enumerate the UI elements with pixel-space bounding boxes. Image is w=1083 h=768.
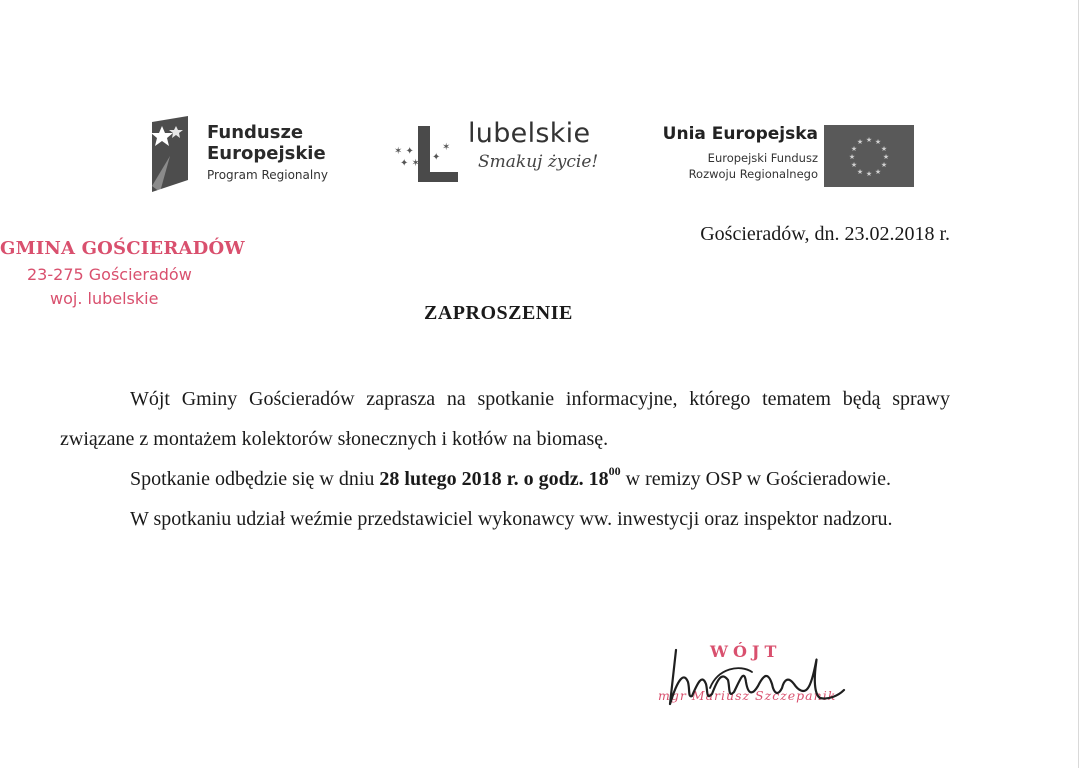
p2-before: Spotkanie odbędzie się w dniu xyxy=(130,468,380,490)
svg-text:★: ★ xyxy=(865,170,873,178)
fe-flag-icon xyxy=(146,116,190,192)
ue-wordmark xyxy=(663,124,818,182)
ue-title: Unia Europejska xyxy=(662,124,818,144)
letter-heading: ZAPROSZENIE xyxy=(424,302,573,324)
svg-text:★: ★ xyxy=(856,138,864,146)
stamp-municipality: GMINA GOŚCIERADÓW xyxy=(0,238,245,259)
meeting-datetime xyxy=(379,464,621,490)
svg-text:★: ★ xyxy=(856,168,864,176)
paragraph-2 xyxy=(60,459,950,499)
svg-text:✶ ✦: ✶ ✦ xyxy=(394,146,414,157)
fe-line2: Europejskie xyxy=(207,143,326,164)
svg-text:★: ★ xyxy=(880,161,888,169)
eu-flag-icon xyxy=(824,125,914,187)
svg-text:★: ★ xyxy=(874,168,882,176)
lubelskie-l-icon xyxy=(392,120,464,190)
stamp-postcode: 23-275 Gościeradów xyxy=(27,265,192,284)
letter-body xyxy=(60,379,950,539)
paragraph-1: Wójt Gminy Gościeradów zaprasza na spotkanie informacyjne, którego tematem będą sprawy związane z montażem kolektorów słonecznych i kotłów na biomasę. xyxy=(60,388,950,450)
lubelskie-slogan: Smakuj życie! xyxy=(478,152,599,172)
svg-text:★: ★ xyxy=(865,136,873,144)
p2-minutes: 00 xyxy=(608,464,621,478)
svg-text:★: ★ xyxy=(880,145,888,153)
svg-text:★: ★ xyxy=(874,138,882,146)
ue-sub1: Europejski Fundusz xyxy=(707,151,818,165)
letter-date: Gościeradów, dn. 23.02.2018 r. xyxy=(700,223,950,245)
svg-text:✦: ✦ xyxy=(432,152,441,163)
scan-edge xyxy=(1078,0,1079,768)
svg-text:★: ★ xyxy=(850,145,858,153)
handwritten-signature-icon xyxy=(648,638,878,718)
lubelskie-logo xyxy=(392,116,602,196)
fe-wordmark xyxy=(207,122,328,184)
stamp-voivodeship: woj. lubelskie xyxy=(50,289,159,308)
svg-text:✦ ✶: ✦ ✶ xyxy=(400,158,420,169)
signature-title: WÓJT xyxy=(710,642,782,661)
svg-text:★: ★ xyxy=(850,161,858,169)
lubelskie-name: lubelskie xyxy=(468,118,591,149)
fundusze-europejskie-logo xyxy=(146,112,376,192)
unia-europejska-logo xyxy=(638,120,918,192)
p2-after: w remizy OSP w Gościeradowie. xyxy=(620,468,891,490)
ue-sub2: Rozwoju Regionalnego xyxy=(688,167,818,181)
fe-line1: Fundusze xyxy=(207,122,304,143)
paragraph-3: W spotkaniu udział weźmie przedstawiciel wykonawcy ww. inwestycji oraz inspektor nadzoru. xyxy=(130,508,893,530)
p2-bold: 28 lutego 2018 r. o godz. 18 xyxy=(379,468,609,490)
fe-line3: Program Regionalny xyxy=(207,168,328,182)
svg-text:✶: ✶ xyxy=(442,142,451,153)
svg-text:★: ★ xyxy=(848,153,856,161)
signature-block xyxy=(648,638,878,718)
svg-text:★: ★ xyxy=(882,153,890,161)
signature-name-stamp: mgr Mariusz Szczepanik xyxy=(658,688,837,703)
